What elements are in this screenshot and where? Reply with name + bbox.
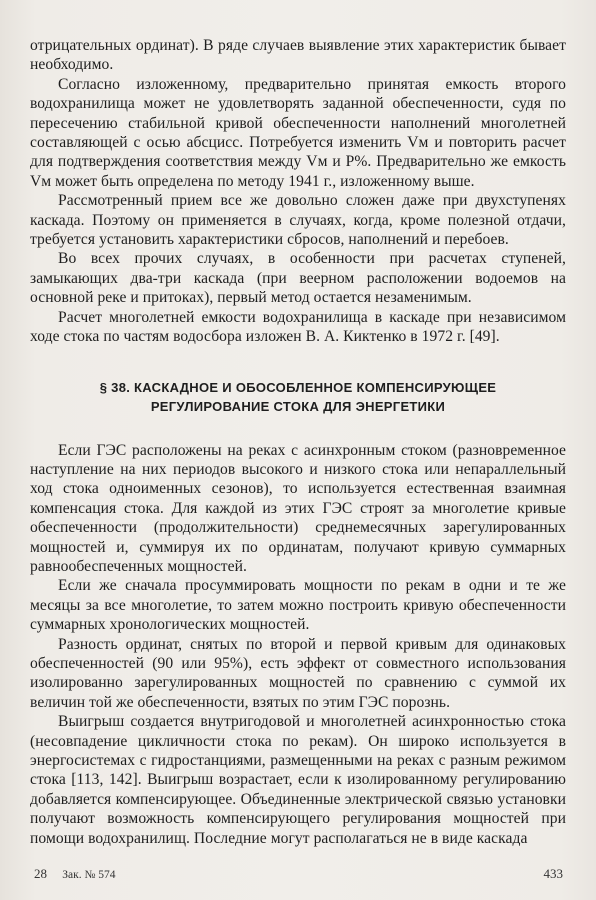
paragraph: Выигрыш создается внутригодовой и многолетней асинхронностью стока (несовпадение цикличности стока по рекам). Он широко используется в энергосистемах с гидростанциями, размещенными на реках с разным режимом стока [113, 142]. Выигрыш возрастает, если к изолированному регулированию добавляется компенсирующее. Объединенные электрической связью установки получают возможность компенсирующего регулирования мощностей при помощи водохранилищ. Последние могут располагаться не в виде каскада [30, 713, 566, 847]
section-heading-line-1: § 38. КАСКАДНОЕ И ОБОСОБЛЕННОЕ КОМПЕНСИРУЮЩЕЕ [99, 379, 497, 395]
paragraph: Если же сначала просуммировать мощности по рекам в одни и те же месяцы за все многолетие, то затем можно построить кривую обеспеченности суммарных хронологических мощностей. [30, 577, 566, 634]
page-body [30, 36, 566, 848]
order-number: Зак. № 574 [62, 869, 116, 881]
page-footer [34, 866, 563, 882]
signature-mark: 28 [34, 866, 47, 881]
paragraph: Согласно изложенному, предварительно принятая емкость второго водохранилища может не удовлетворять заданной обеспеченности, судя по пересечению стабильной кривой обеспеченности наполнений многолетней составляющей с осью абсцисс. Потребуется изменить Vм и повторить расчет для подтверждения соответствия между Vм и P%. Предварительно же емкость Vм может быть определена по методу 1941 г., изложенному выше. [30, 75, 566, 190]
paragraph: Расчет многолетней емкости водохранилища в каскаде при независимом ходе стока по частям водосбора изложен В. А. Киктенко в 1972 г. [49]. [30, 308, 566, 346]
section-heading [30, 378, 566, 416]
paragraph: Во всех прочих случаях, в особенности при расчетах ступеней, замыкающих два-три каскада (при веерном расположении водоемов на основной реке и притоках), первый метод остается незаменимым. [30, 250, 566, 307]
paragraph: отрицательных ординат). В ряде случаев выявление этих характеристик бывает необходимо. [30, 37, 566, 74]
section-heading-line-2: РЕГУЛИРОВАНИЕ СТОКА ДЛЯ ЭНЕРГЕТИКИ [150, 398, 446, 414]
page-number: 433 [543, 866, 563, 881]
paragraph: Если ГЭС расположены на реках с асинхронным стоком (разновременное наступление на них периодов высокого и низкого стока или непараллельный ход стока одноименных сезонов), то используется естественная взаимная компенсация стока. Для каждой из этих ГЭС строят за многолетие кривые обеспеченности (продолжительности) среднемесячных зарегулированных мощностей и, суммируя их по ординатам, получают кривую суммарных равнообеспеченных мощностей. [30, 441, 566, 575]
paragraph: Рассмотренный прием все же довольно сложен даже при двухступенях каскада. Поэтому он применяется в случаях, когда, кроме полезной отдачи, требуется установить характеристики сбросов, наполнений и перебоев. [30, 192, 566, 249]
paragraph: Разность ординат, снятых по второй и первой кривым для одинаковых обеспеченностей (90 или 95%), есть эффект от совместного использования изолированно зарегулированных мощностей по сравнению с суммой их величин той же обеспеченности, взятых по этим ГЭС порознь. [30, 635, 566, 711]
